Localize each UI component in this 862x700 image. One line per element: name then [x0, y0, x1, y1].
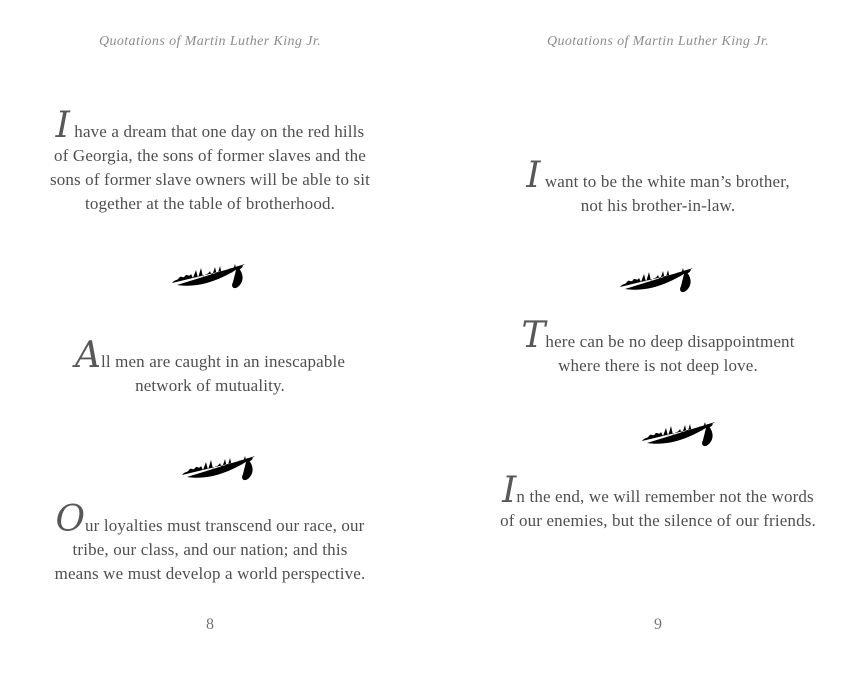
quote-line-text: here can be no deep disappointment	[545, 332, 795, 351]
quote-initial: I	[55, 105, 70, 146]
mlk-signature-icon	[636, 410, 724, 450]
quote-disappointment	[475, 315, 841, 378]
quote-loyalties	[25, 499, 395, 586]
mlk-signature-icon	[166, 252, 254, 292]
page-number: 9	[654, 616, 662, 633]
quote-line: together at the table of brotherhood.	[84, 194, 336, 213]
quote-line	[25, 335, 395, 376]
quote-line-text: ll men are caught in an inescapable	[100, 352, 346, 371]
quote-brother	[475, 155, 841, 218]
quote-initial: A	[74, 335, 101, 376]
quote-mutuality	[25, 335, 395, 398]
quote-line: of our enemies, but the silence of our friends.	[500, 511, 816, 530]
quote-remember	[475, 470, 841, 533]
quote-initial: I	[502, 470, 517, 511]
quote-line: tribe, our class, and our nation; and this	[72, 540, 348, 559]
quote-line-text: want to be the white man’s brother,	[540, 172, 790, 191]
quote-line	[25, 499, 395, 540]
quote-line: network of mutuality.	[135, 376, 285, 395]
quote-line-text: n the end, we will remember not the words	[516, 487, 814, 506]
running-header: Quotations of Martin Luther King Jr.	[546, 34, 770, 49]
quote-initial: T	[521, 315, 546, 356]
quote-line	[475, 315, 841, 356]
quote-line-text: ur loyalties must transcend our race, our	[85, 516, 365, 535]
quote-initial: I	[526, 155, 541, 196]
mlk-signature-icon	[176, 444, 264, 484]
quote-line	[475, 470, 841, 511]
page-left	[25, 0, 395, 700]
signature-divider	[35, 444, 405, 489]
mlk-signature-icon	[614, 256, 702, 296]
quote-initial: O	[55, 499, 86, 540]
quote-line	[25, 105, 395, 146]
quote-line: sons of former slave owners will be able to sit	[49, 170, 371, 189]
page-number: 8	[206, 616, 214, 633]
signature-divider	[25, 252, 395, 297]
quote-dream	[25, 105, 395, 216]
quote-line: not his brother-in-law.	[580, 196, 736, 215]
quote-line	[475, 155, 841, 196]
quote-line: means we must develop a world perspective.	[54, 564, 366, 583]
page-right	[475, 0, 841, 700]
running-header: Quotations of Martin Luther King Jr.	[98, 34, 322, 49]
signature-divider	[475, 256, 841, 301]
quote-line: of Georgia, the sons of former slaves and the	[54, 146, 366, 165]
signature-divider	[497, 410, 862, 455]
quote-line-text: have a dream that one day on the red hills	[69, 122, 365, 141]
quote-line: where there is not deep love.	[558, 356, 758, 375]
